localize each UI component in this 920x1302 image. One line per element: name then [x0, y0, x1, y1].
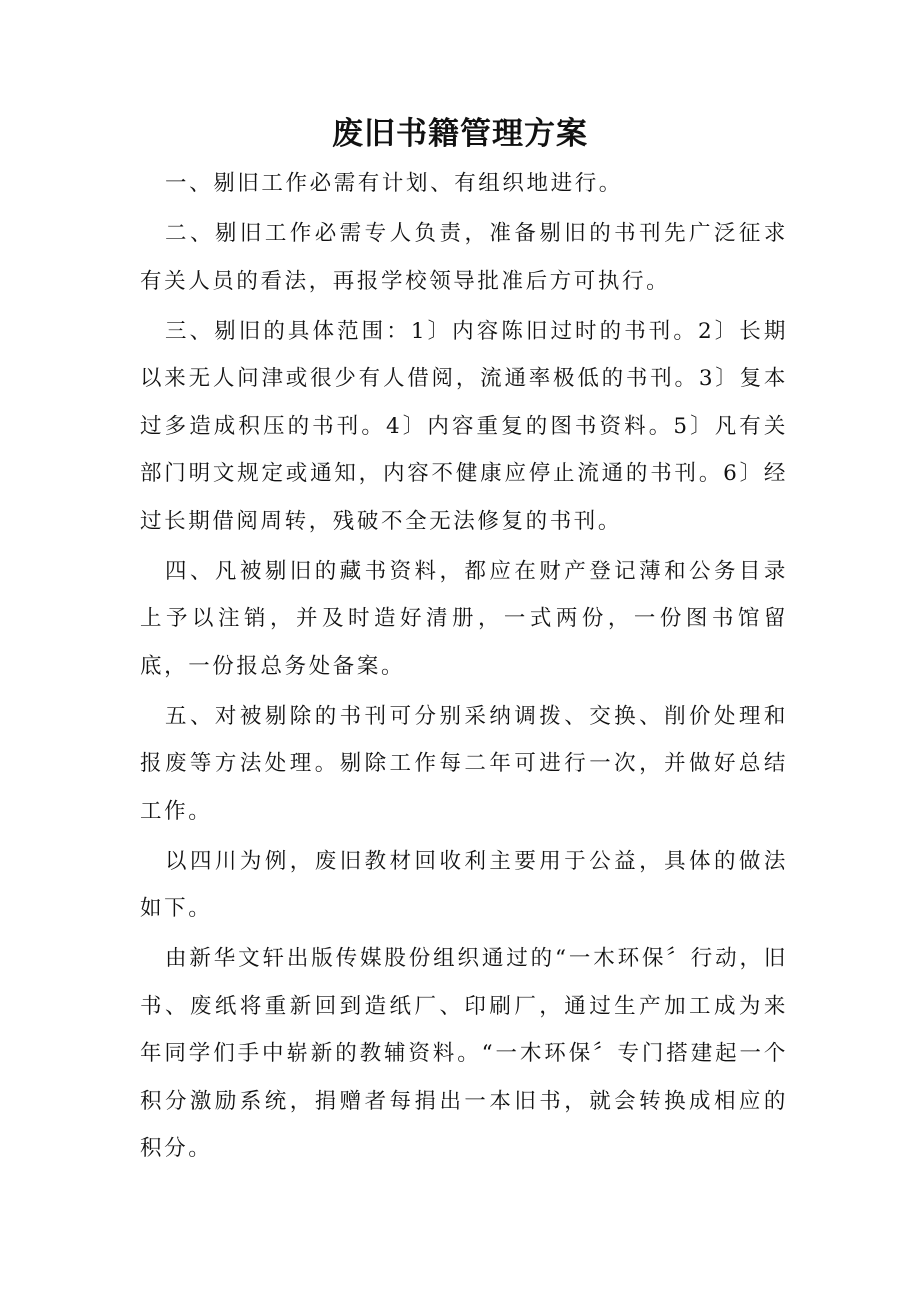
paragraph-3: 三、剔旧的具体范围：1〕内容陈旧过时的书刊。2〕长期以来无人问津或很少有人借阅，流通率极低的书刊。3〕复本过多造成积压的书刊。4〕内容重复的图书资料。5〕凡有关部门明文规定或通知，内容不健康应停止流通的书刊。6〕经过长期借阅周转，残破不全无法修复的书刊。 [140, 318, 788, 534]
document-title: 废旧书籍管理方案 [332, 116, 588, 152]
paragraph-4: 四、凡被剔旧的藏书资料，都应在财产登记薄和公务目录上予以注销，并及时造好清册，一式两份，一份图书馆留底，一份报总务处备案。 [140, 558, 788, 679]
paragraph-1: 一、剔旧工作必需有计划、有组织地进行。 [165, 171, 623, 196]
paragraph-7: 由新华文轩出版传媒股份组织通过的“一木环保〞行动，旧书、废纸将重新回到造纸厂、印刷厂，通过生产加工成为来年同学们手中崭新的教辅资料。“一木环保〞专门搭建起一个积分激励系统，捐赠者每捐出一本旧书，就会转换成相应的积分。 [140, 946, 788, 1161]
paragraph-2: 二、剔旧工作必需专人负责，准备剔旧的书刊先广泛征求有关人员的看法，再报学校领导批准后方可执行。 [140, 221, 788, 294]
paragraph-6: 以四川为例，废旧教材回收利主要用于公益，具体的做法如下。 [140, 848, 788, 921]
document-body [140, 160, 788, 1175]
paragraph-5: 五、对被剔除的书刊可分别采纳调拨、交换、削价处理和报废等方法处理。剔除工作每二年可进行一次，并做好总结工作。 [140, 703, 788, 824]
